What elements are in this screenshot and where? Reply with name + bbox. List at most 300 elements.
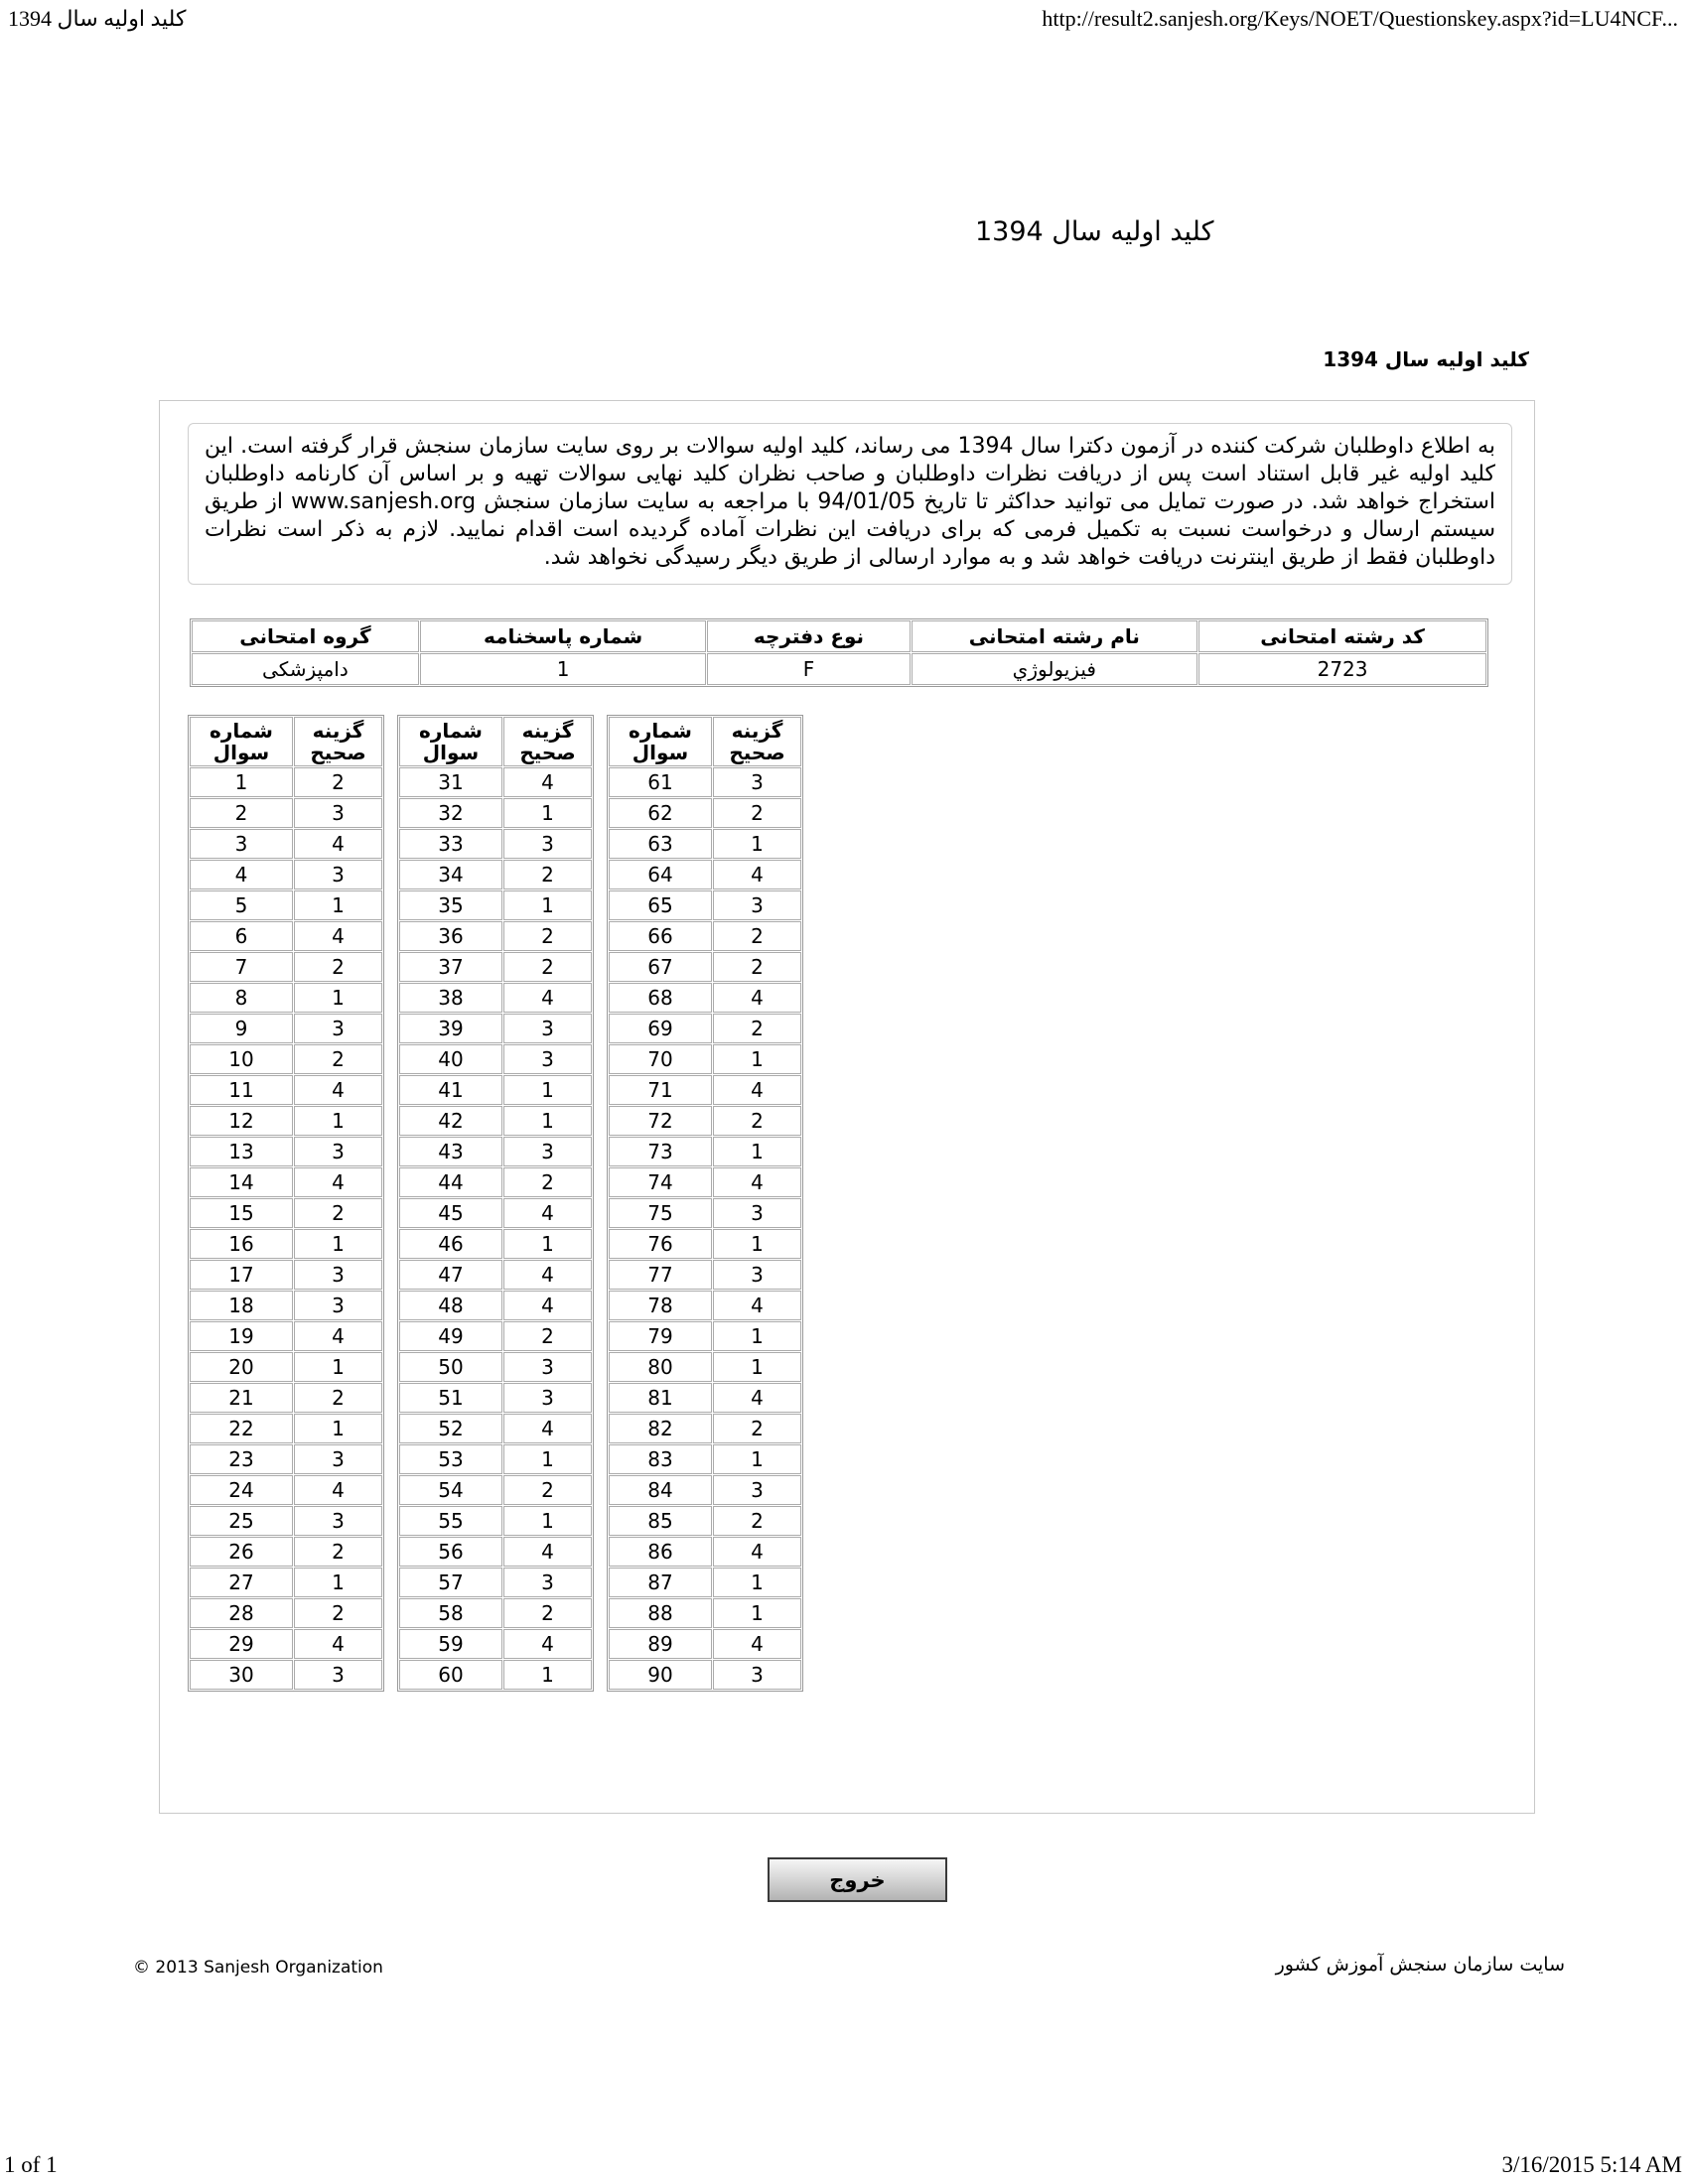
answer-row [399, 829, 592, 859]
correct-option-cell: 3 [503, 829, 592, 859]
answer-row [399, 1014, 592, 1043]
answer-row [609, 1167, 801, 1197]
question-number-cell: 23 [190, 1444, 293, 1474]
correct-option-cell: 1 [294, 1568, 382, 1597]
correct-option-cell: 2 [503, 1598, 592, 1628]
question-number-cell: 75 [609, 1198, 712, 1228]
correct-option-cell: 3 [713, 1198, 801, 1228]
question-number-cell: 56 [399, 1537, 502, 1567]
correct-option-cell: 3 [713, 890, 801, 920]
correct-option-cell: 2 [713, 798, 801, 828]
correct-option-cell: 2 [294, 1537, 382, 1567]
question-number-cell: 14 [190, 1167, 293, 1197]
answer-row [399, 1198, 592, 1228]
question-number-cell: 10 [190, 1044, 293, 1074]
question-number-cell: 13 [190, 1137, 293, 1166]
answer-row [399, 1291, 592, 1320]
notice-text: به اطلاع داوطلبان شرکت کننده در آزمون دکترا سال 1394 می رساند، کلید اولیه سوالات بر روی سایت سازمان سنجش قرار گرفته است. این کلید اولیه غیر قابل استناد است پس از دریافت نظرات داوطلبان و صاحب نظران کلید نهایی سوالات تهیه و بر اساس آن کارنامه داوطلبان استخراج خواهد شد. در صورت تمایل می توانید حداکثر تا تاریخ 94/01/05 با مراجعه به سایت سازمان سنجش www.sanjesh.org از طریق سیستم ارسال و درخواست نسبت به تکمیل فرمی که برای دریافت این نظرات آماده گردیده است اقدام نمایید. لازم به ذکر است نظرات داوطلبان فقط از طریق اینترنت دریافت خواهد شد و به موارد ارسالی از طریق دیگر رسیدگی نخواهد شد. [205, 434, 1495, 570]
question-number-cell: 86 [609, 1537, 712, 1567]
correct-option-cell: 1 [713, 1598, 801, 1628]
correct-option-cell: 1 [713, 1321, 801, 1351]
answer-row [609, 1414, 801, 1443]
question-number-cell: 7 [190, 952, 293, 982]
question-number-cell: 37 [399, 952, 502, 982]
print-footer-datetime: 3/16/2015 5:14 AM [1501, 2152, 1682, 2177]
question-number-cell: 11 [190, 1075, 293, 1105]
answer-row [190, 1568, 382, 1597]
question-number-cell: 87 [609, 1568, 712, 1597]
exam-info-value-row [192, 653, 1486, 685]
answer-row [609, 1598, 801, 1628]
answer-row [609, 1291, 801, 1320]
question-number-cell: 39 [399, 1014, 502, 1043]
correct-option-cell: 3 [503, 1352, 592, 1382]
answer-row [399, 1568, 592, 1597]
question-number-cell: 71 [609, 1075, 712, 1105]
question-number-cell: 84 [609, 1475, 712, 1505]
correct-option-cell: 4 [713, 860, 801, 889]
footer-site-name: سایت سازمان سنجش آموزش کشور [1275, 1954, 1565, 1976]
correct-option-cell: 4 [713, 983, 801, 1013]
answer-row [399, 1629, 592, 1659]
correct-option-cell: 1 [503, 1229, 592, 1259]
question-number-cell: 51 [399, 1383, 502, 1413]
question-number-cell: 30 [190, 1660, 293, 1690]
exam-info-header-row [192, 620, 1486, 652]
correct-option-cell: 2 [503, 1167, 592, 1197]
question-number-cell: 38 [399, 983, 502, 1013]
question-number-cell: 62 [609, 798, 712, 828]
exam-info-header-cell: نام رشته امتحانی [912, 620, 1198, 652]
answer-row [399, 983, 592, 1013]
answer-row [609, 1475, 801, 1505]
correct-option-cell: 2 [294, 767, 382, 797]
question-number-cell: 35 [399, 890, 502, 920]
question-number-cell: 65 [609, 890, 712, 920]
answer-row [609, 1352, 801, 1382]
footer-copyright: © 2013 Sanjesh Organization [133, 1958, 383, 1978]
answer-key-header-row [190, 717, 382, 766]
question-number-cell: 6 [190, 921, 293, 951]
question-number-cell: 2 [190, 798, 293, 828]
answer-row [190, 798, 382, 828]
question-number-cell: 76 [609, 1229, 712, 1259]
correct-option-cell: 2 [503, 1475, 592, 1505]
correct-option-cell: 3 [294, 1137, 382, 1166]
correct-option-cell: 2 [503, 860, 592, 889]
correct-option-cell: 1 [294, 983, 382, 1013]
correct-option-cell: 1 [503, 798, 592, 828]
answer-row [609, 952, 801, 982]
answer-row [190, 1075, 382, 1105]
question-number-cell: 21 [190, 1383, 293, 1413]
exam-info-header-cell: نوع دفترچه [707, 620, 910, 652]
exam-info-table [190, 618, 1488, 687]
correct-option-cell: 2 [294, 1044, 382, 1074]
correct-option-cell: 3 [503, 1568, 592, 1597]
correct-option-cell: 4 [294, 829, 382, 859]
exam-info-header-cell: گروه امتحانی [192, 620, 419, 652]
answer-row [609, 1321, 801, 1351]
answer-row [609, 1014, 801, 1043]
correct-option-cell: 2 [503, 921, 592, 951]
answer-key-header-row [399, 717, 592, 766]
correct-option-header: گزینه صحیح [294, 717, 382, 766]
answer-row [190, 1260, 382, 1290]
answer-key-table-1 [188, 715, 384, 1692]
question-number-cell: 57 [399, 1568, 502, 1597]
correct-option-cell: 3 [713, 767, 801, 797]
answer-row [609, 1137, 801, 1166]
correct-option-cell: 2 [713, 1106, 801, 1136]
answer-row [609, 983, 801, 1013]
question-number-cell: 19 [190, 1321, 293, 1351]
question-number-cell: 36 [399, 921, 502, 951]
correct-option-cell: 3 [294, 1444, 382, 1474]
answer-row [399, 1260, 592, 1290]
question-number-cell: 25 [190, 1506, 293, 1536]
correct-option-cell: 4 [503, 1629, 592, 1659]
question-number-cell: 61 [609, 767, 712, 797]
correct-option-cell: 1 [713, 1568, 801, 1597]
answer-row [190, 952, 382, 982]
question-number-cell: 22 [190, 1414, 293, 1443]
correct-option-cell: 4 [503, 767, 592, 797]
correct-option-cell: 3 [713, 1260, 801, 1290]
correct-option-cell: 3 [503, 1137, 592, 1166]
correct-option-cell: 4 [713, 1537, 801, 1567]
answer-row [190, 1537, 382, 1567]
answer-key-header-row [609, 717, 801, 766]
question-number-cell: 53 [399, 1444, 502, 1474]
exit-button[interactable]: خروج [768, 1857, 947, 1902]
answer-row [399, 952, 592, 982]
answer-row [399, 1506, 592, 1536]
correct-option-cell: 2 [713, 1414, 801, 1443]
question-number-cell: 58 [399, 1598, 502, 1628]
correct-option-cell: 1 [503, 1075, 592, 1105]
question-number-cell: 43 [399, 1137, 502, 1166]
correct-option-cell: 1 [713, 1229, 801, 1259]
exam-info-header-cell: کد رشته امتحانی [1198, 620, 1486, 652]
answer-row [609, 921, 801, 951]
print-header-title: کلید اولیه سال 1394 [8, 6, 187, 31]
answer-row [609, 1106, 801, 1136]
question-number-cell: 44 [399, 1167, 502, 1197]
question-number-cell: 48 [399, 1291, 502, 1320]
answer-row [399, 890, 592, 920]
question-number-cell: 9 [190, 1014, 293, 1043]
answer-row [190, 1229, 382, 1259]
correct-option-cell: 4 [713, 1075, 801, 1105]
answer-row [399, 1444, 592, 1474]
question-number-cell: 34 [399, 860, 502, 889]
question-number-cell: 70 [609, 1044, 712, 1074]
answer-key-section-label: کلید اولیه سال 1394 [1323, 347, 1529, 371]
correct-option-cell: 4 [713, 1291, 801, 1320]
answer-row [190, 1198, 382, 1228]
correct-option-cell: 4 [503, 1198, 592, 1228]
correct-option-cell: 1 [713, 1137, 801, 1166]
question-number-cell: 24 [190, 1475, 293, 1505]
correct-option-cell: 2 [713, 952, 801, 982]
question-number-cell: 32 [399, 798, 502, 828]
correct-option-header: گزینه صحیح [713, 717, 801, 766]
question-number-cell: 69 [609, 1014, 712, 1043]
answer-row [399, 1383, 592, 1413]
correct-option-cell: 4 [294, 1075, 382, 1105]
correct-option-cell: 4 [294, 1629, 382, 1659]
question-number-cell: 82 [609, 1414, 712, 1443]
print-header [8, 6, 1678, 32]
question-number-cell: 60 [399, 1660, 502, 1690]
correct-option-cell: 4 [713, 1629, 801, 1659]
question-number-cell: 41 [399, 1075, 502, 1105]
correct-option-cell: 2 [503, 952, 592, 982]
question-number-cell: 5 [190, 890, 293, 920]
answer-row [190, 1660, 382, 1690]
print-header-url: http://result2.sanjesh.org/Keys/NOET/Questionskey.aspx?id=LU4NCF... [1042, 6, 1678, 31]
answer-row [190, 1044, 382, 1074]
question-number-cell: 79 [609, 1321, 712, 1351]
correct-option-cell: 3 [294, 1014, 382, 1043]
correct-option-cell: 1 [713, 1352, 801, 1382]
question-number-cell: 27 [190, 1568, 293, 1597]
correct-option-cell: 1 [294, 1352, 382, 1382]
correct-option-cell: 2 [713, 1014, 801, 1043]
answer-row [190, 1291, 382, 1320]
correct-option-cell: 3 [294, 1260, 382, 1290]
answer-row [609, 890, 801, 920]
question-number-cell: 64 [609, 860, 712, 889]
question-number-header: شماره سوال [609, 717, 712, 766]
correct-option-cell: 4 [713, 1167, 801, 1197]
correct-option-cell: 1 [294, 1414, 382, 1443]
question-number-cell: 49 [399, 1321, 502, 1351]
question-number-cell: 29 [190, 1629, 293, 1659]
print-footer-page-number: 1 of 1 [4, 2152, 58, 2177]
answer-row [190, 1598, 382, 1628]
answer-row [190, 1014, 382, 1043]
question-number-cell: 8 [190, 983, 293, 1013]
question-number-cell: 12 [190, 1106, 293, 1136]
question-number-cell: 46 [399, 1229, 502, 1259]
exam-info-value-cell: فیزیولوژي [912, 653, 1198, 685]
question-number-cell: 55 [399, 1506, 502, 1536]
question-number-cell: 67 [609, 952, 712, 982]
page-title: کلید اولیه سال 1394 [975, 216, 1214, 247]
correct-option-cell: 4 [294, 1475, 382, 1505]
exam-info-value-cell: 2723 [1198, 653, 1486, 685]
answer-row [399, 1075, 592, 1105]
answer-row [190, 1352, 382, 1382]
answer-row [190, 1383, 382, 1413]
answer-row [190, 1106, 382, 1136]
correct-option-cell: 4 [713, 1383, 801, 1413]
answer-row [609, 1444, 801, 1474]
correct-option-cell: 2 [713, 1506, 801, 1536]
question-number-cell: 45 [399, 1198, 502, 1228]
question-number-cell: 80 [609, 1352, 712, 1382]
print-footer [4, 2152, 1682, 2178]
question-number-cell: 42 [399, 1106, 502, 1136]
correct-option-cell: 2 [294, 1598, 382, 1628]
correct-option-cell: 1 [503, 1106, 592, 1136]
question-number-cell: 31 [399, 767, 502, 797]
answer-row [190, 1321, 382, 1351]
answer-row [399, 1660, 592, 1690]
question-number-cell: 17 [190, 1260, 293, 1290]
answer-row [399, 1167, 592, 1197]
question-number-cell: 16 [190, 1229, 293, 1259]
correct-option-cell: 4 [503, 1291, 592, 1320]
answer-row [190, 921, 382, 951]
correct-option-cell: 1 [294, 1106, 382, 1136]
correct-option-cell: 1 [503, 1506, 592, 1536]
question-number-cell: 63 [609, 829, 712, 859]
question-number-cell: 88 [609, 1598, 712, 1628]
answer-row [609, 1044, 801, 1074]
answer-row [609, 1075, 801, 1105]
answer-row [190, 1506, 382, 1536]
content-panel [159, 400, 1535, 1814]
answer-key-tables [188, 715, 803, 1692]
question-number-cell: 66 [609, 921, 712, 951]
answer-key-table-3 [607, 715, 803, 1692]
answer-row [190, 1167, 382, 1197]
question-number-cell: 59 [399, 1629, 502, 1659]
answer-row [399, 1044, 592, 1074]
answer-key-table-2 [397, 715, 594, 1692]
question-number-cell: 20 [190, 1352, 293, 1382]
question-number-cell: 15 [190, 1198, 293, 1228]
correct-option-cell: 2 [294, 952, 382, 982]
question-number-cell: 81 [609, 1383, 712, 1413]
exam-info-value-cell: دامپزشکی [192, 653, 419, 685]
correct-option-cell: 3 [503, 1014, 592, 1043]
question-number-cell: 74 [609, 1167, 712, 1197]
correct-option-cell: 1 [713, 1044, 801, 1074]
correct-option-cell: 3 [503, 1044, 592, 1074]
question-number-header: شماره سوال [190, 717, 293, 766]
correct-option-cell: 4 [294, 1321, 382, 1351]
question-number-cell: 77 [609, 1260, 712, 1290]
answer-row [190, 1629, 382, 1659]
correct-option-cell: 2 [713, 921, 801, 951]
question-number-cell: 90 [609, 1660, 712, 1690]
question-number-cell: 68 [609, 983, 712, 1013]
question-number-cell: 83 [609, 1444, 712, 1474]
correct-option-cell: 4 [503, 1537, 592, 1567]
answer-row [609, 767, 801, 797]
question-number-cell: 3 [190, 829, 293, 859]
answer-row [399, 798, 592, 828]
correct-option-cell: 1 [713, 829, 801, 859]
question-number-cell: 4 [190, 860, 293, 889]
correct-option-cell: 2 [294, 1198, 382, 1228]
answer-row [609, 1260, 801, 1290]
correct-option-cell: 3 [294, 860, 382, 889]
answer-row [609, 1629, 801, 1659]
answer-row [399, 1321, 592, 1351]
question-number-cell: 50 [399, 1352, 502, 1382]
correct-option-cell: 4 [294, 921, 382, 951]
answer-row [190, 983, 382, 1013]
question-number-cell: 54 [399, 1475, 502, 1505]
question-number-cell: 52 [399, 1414, 502, 1443]
answer-row [609, 829, 801, 859]
answer-row [399, 860, 592, 889]
correct-option-cell: 1 [294, 1229, 382, 1259]
correct-option-cell: 1 [294, 890, 382, 920]
answer-row [609, 1383, 801, 1413]
answer-row [399, 1229, 592, 1259]
answer-row [399, 1137, 592, 1166]
exam-info-value-cell: 1 [420, 653, 707, 685]
correct-option-cell: 3 [294, 798, 382, 828]
answer-row [190, 1137, 382, 1166]
answer-row [399, 1598, 592, 1628]
question-number-cell: 18 [190, 1291, 293, 1320]
correct-option-cell: 3 [294, 1506, 382, 1536]
correct-option-cell: 4 [294, 1167, 382, 1197]
correct-option-cell: 4 [503, 1260, 592, 1290]
answer-row [399, 1352, 592, 1382]
answer-row [190, 860, 382, 889]
answer-row [399, 921, 592, 951]
correct-option-header: گزینه صحیح [503, 717, 592, 766]
answer-row [190, 767, 382, 797]
answer-row [190, 1414, 382, 1443]
question-number-cell: 1 [190, 767, 293, 797]
answer-row [399, 1537, 592, 1567]
answer-row [190, 1475, 382, 1505]
exam-info-header-cell: شماره پاسخنامه [420, 620, 707, 652]
answer-row [190, 890, 382, 920]
correct-option-cell: 3 [503, 1383, 592, 1413]
answer-row [609, 1229, 801, 1259]
question-number-cell: 40 [399, 1044, 502, 1074]
answer-row [399, 1475, 592, 1505]
answer-row [609, 1506, 801, 1536]
correct-option-cell: 2 [294, 1383, 382, 1413]
correct-option-cell: 3 [294, 1660, 382, 1690]
question-number-cell: 78 [609, 1291, 712, 1320]
answer-row [399, 1106, 592, 1136]
answer-row [609, 1198, 801, 1228]
answer-row [399, 767, 592, 797]
question-number-cell: 33 [399, 829, 502, 859]
correct-option-cell: 3 [713, 1660, 801, 1690]
correct-option-cell: 1 [713, 1444, 801, 1474]
question-number-header: شماره سوال [399, 717, 502, 766]
answer-row [399, 1414, 592, 1443]
exam-info-value-cell: F [707, 653, 910, 685]
correct-option-cell: 3 [713, 1475, 801, 1505]
answer-row [609, 1568, 801, 1597]
correct-option-cell: 1 [503, 1444, 592, 1474]
question-number-cell: 28 [190, 1598, 293, 1628]
answer-row [609, 1660, 801, 1690]
answer-row [190, 829, 382, 859]
correct-option-cell: 1 [503, 1660, 592, 1690]
question-number-cell: 89 [609, 1629, 712, 1659]
correct-option-cell: 4 [503, 983, 592, 1013]
question-number-cell: 47 [399, 1260, 502, 1290]
correct-option-cell: 2 [503, 1321, 592, 1351]
answer-row [609, 798, 801, 828]
question-number-cell: 85 [609, 1506, 712, 1536]
